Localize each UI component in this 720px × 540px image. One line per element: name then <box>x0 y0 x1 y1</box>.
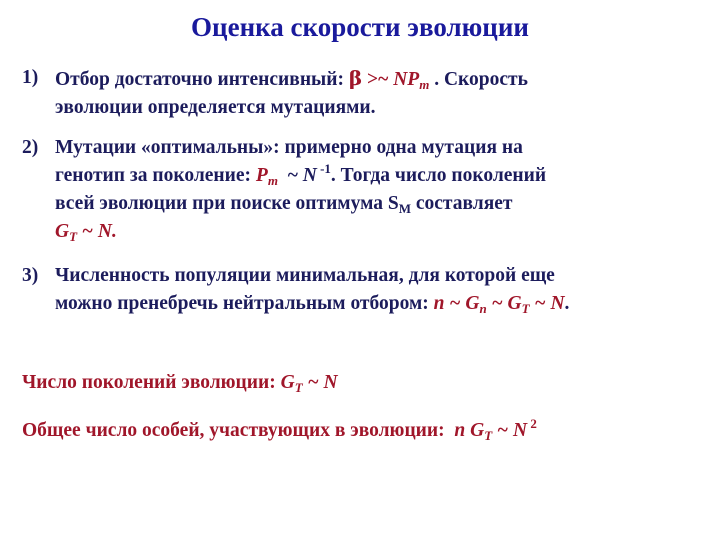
formula-part: ~ G <box>486 293 522 314</box>
item-text: . <box>564 293 570 314</box>
item-text: Отбор достаточно интенсивный: <box>55 69 349 90</box>
formula-subscript: n <box>479 301 487 316</box>
list-item-3 <box>22 262 702 318</box>
list-item-1 <box>22 64 702 122</box>
formula-subscript: T <box>484 428 493 443</box>
formula-rest: ~ N. <box>77 221 117 242</box>
formula-subscript: T <box>69 229 78 244</box>
item-number: 3) <box>22 265 39 286</box>
summary-label: Общее число особей, участвующих в эволюции: <box>22 420 455 441</box>
summary-label: Число поколений эволюции: <box>22 372 281 393</box>
formula-subscript: T <box>521 301 530 316</box>
formula-part: ~ G <box>444 293 480 314</box>
item-number: 1) <box>22 67 39 88</box>
summary-line-generations <box>22 372 338 394</box>
list-item-2 <box>22 134 702 246</box>
slide-title: Оценка скорости эволюции <box>191 12 529 42</box>
item-text: . Скорость <box>429 69 528 90</box>
item-text: генотип за поколение: <box>55 165 256 186</box>
formula-subscript: m <box>419 77 430 92</box>
formula-subscript: T <box>294 380 303 395</box>
formula-g: G <box>280 372 295 393</box>
tilde-symbol: ~ <box>277 165 303 186</box>
formula-exponent: -1 <box>316 161 331 176</box>
formula-p: P <box>255 165 268 186</box>
formula-subscript: M <box>398 201 411 216</box>
item-text: всей эволюции при поиске оптимума S <box>55 193 399 214</box>
summary-line-individuals <box>22 416 537 443</box>
formula-subscript: m <box>267 173 278 188</box>
formula-exponent: 2 <box>527 416 537 431</box>
item-text: . Тогда число поколений <box>330 165 547 186</box>
formula-part: ~ N <box>529 293 565 314</box>
relation-symbol: >~ <box>362 69 394 90</box>
item-text: составляет <box>411 193 513 214</box>
item-text: Мутации «оптимальны»: примерно одна мутация на <box>55 137 523 158</box>
formula-np: NP <box>393 69 420 90</box>
item-text: Численность популяции минимальная, для которой еще <box>55 265 555 286</box>
formula-rest: ~ N <box>492 420 528 441</box>
item-number: 2) <box>22 137 39 158</box>
formula-n: n <box>433 293 445 314</box>
formula-g: G <box>55 221 70 242</box>
formula-ng: n G <box>454 420 485 441</box>
formula-rest: ~ N <box>302 372 338 393</box>
item-text: можно пренебречь нейтральным отбором: <box>55 293 434 314</box>
item-text: эволюции определяется мутациями. <box>55 97 376 118</box>
formula-n: N <box>302 165 317 186</box>
beta-symbol: β <box>348 66 363 90</box>
